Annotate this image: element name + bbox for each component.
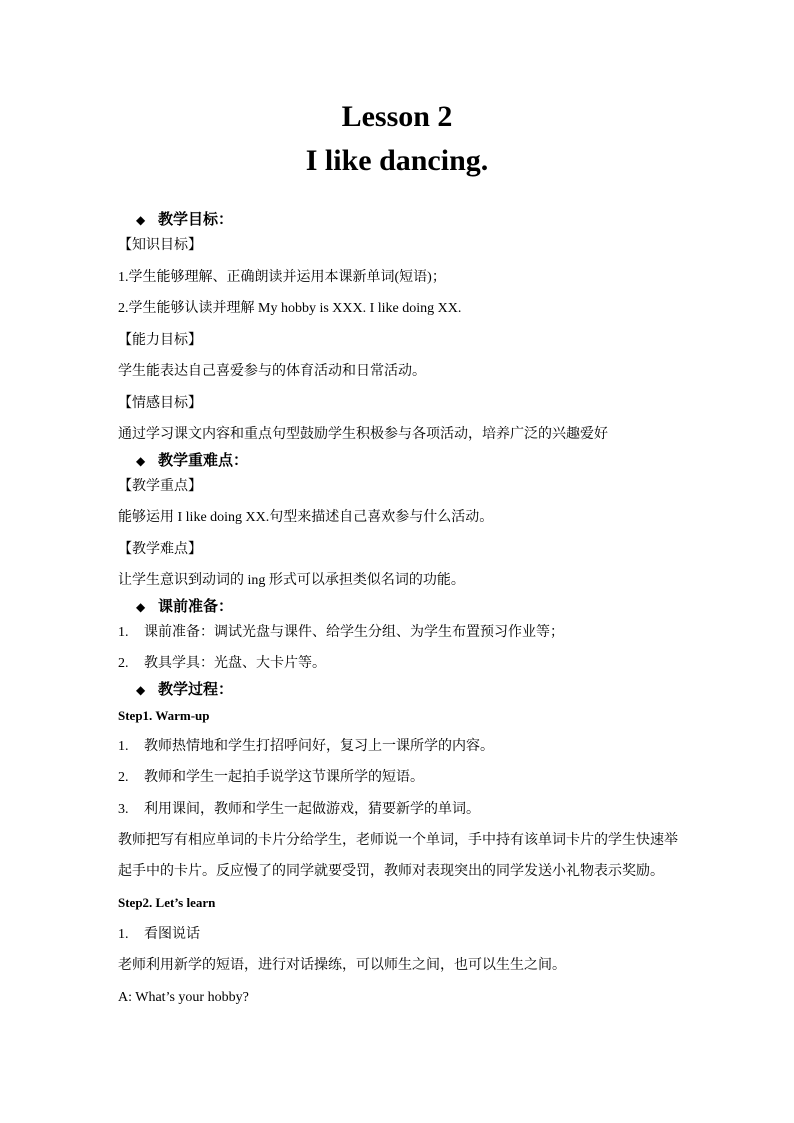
label-difficulty: 【教学难点】	[118, 542, 202, 557]
game-paragraph-line-1: 教师把写有相应单词的卡片分给学生，老师说一个单词，手中持有该单词卡片的学生快速举	[118, 833, 678, 848]
label-ability: 【能力目标】	[118, 333, 202, 348]
section-heading-process: ◆ 教学过程：	[136, 682, 234, 698]
step1-item-2: 2. 教师和学生一起拍手说学这节课所学的短语。	[118, 770, 424, 785]
diamond-bullet-icon: ◆	[136, 600, 146, 614]
section-heading-preparation: ◆ 课前准备：	[136, 599, 234, 615]
diamond-bullet-icon: ◆	[136, 213, 146, 227]
prep-item-1: 1. 课前准备：调试光盘与课件、给学生分组、为学生布置预习作业等；	[118, 625, 564, 640]
diamond-bullet-icon: ◆	[136, 683, 146, 697]
label-focus: 【教学重点】	[118, 479, 202, 494]
emotion-text: 通过学习课文内容和重点句型鼓励学生积极参与各项活动，培养广泛的兴趣爱好	[118, 427, 608, 442]
label-knowledge: 【知识目标】	[118, 238, 202, 253]
section-heading-objectives: ◆ 教学目标：	[136, 212, 234, 228]
focus-text: 能够运用 I like doing XX.句型来描述自己喜欢参与什么活动。	[118, 510, 494, 525]
game-paragraph-line-2: 起手中的卡片。反应慢了的同学就要受罚，教师对表现突出的同学发送小礼物表示奖励。	[118, 864, 664, 879]
lesson-subtitle: I like dancing.	[305, 144, 489, 177]
diamond-bullet-icon: ◆	[136, 454, 146, 468]
dialog-intro: 老师利用新学的短语，进行对话操练，可以师生之间，也可以生生之间。	[118, 958, 566, 973]
knowledge-item-2: 2.学生能够认读并理解 My hobby is XXX. I like doing XX.	[118, 301, 462, 316]
difficulty-text: 让学生意识到动词的 ing 形式可以承担类似名词的功能。	[118, 573, 465, 588]
lesson-title: Lesson 2	[341, 100, 453, 133]
prep-item-2: 2. 教具学具：光盘、大卡片等。	[118, 656, 326, 671]
ability-text: 学生能表达自己喜爱参与的体育活动和日常活动。	[118, 364, 426, 379]
section-heading-key-points: ◆ 教学重难点：	[136, 453, 249, 469]
step2-heading: Step2. Let’s learn	[118, 895, 216, 910]
step2-item-1: 1. 看图说话	[118, 927, 200, 942]
label-emotion: 【情感目标】	[118, 396, 202, 411]
step1-item-1: 1. 教师热情地和学生打招呼问好，复习上一课所学的内容。	[118, 739, 494, 754]
knowledge-item-1: 1.学生能够理解、正确朗读并运用本课新单词(短语)；	[118, 270, 446, 285]
step1-item-3: 3. 利用课间，教师和学生一起做游戏，猜要新学的单词。	[118, 802, 480, 817]
dialog-line-a: A: What’s your hobby?	[118, 990, 249, 1005]
step1-heading: Step1. Warm-up	[118, 708, 210, 723]
